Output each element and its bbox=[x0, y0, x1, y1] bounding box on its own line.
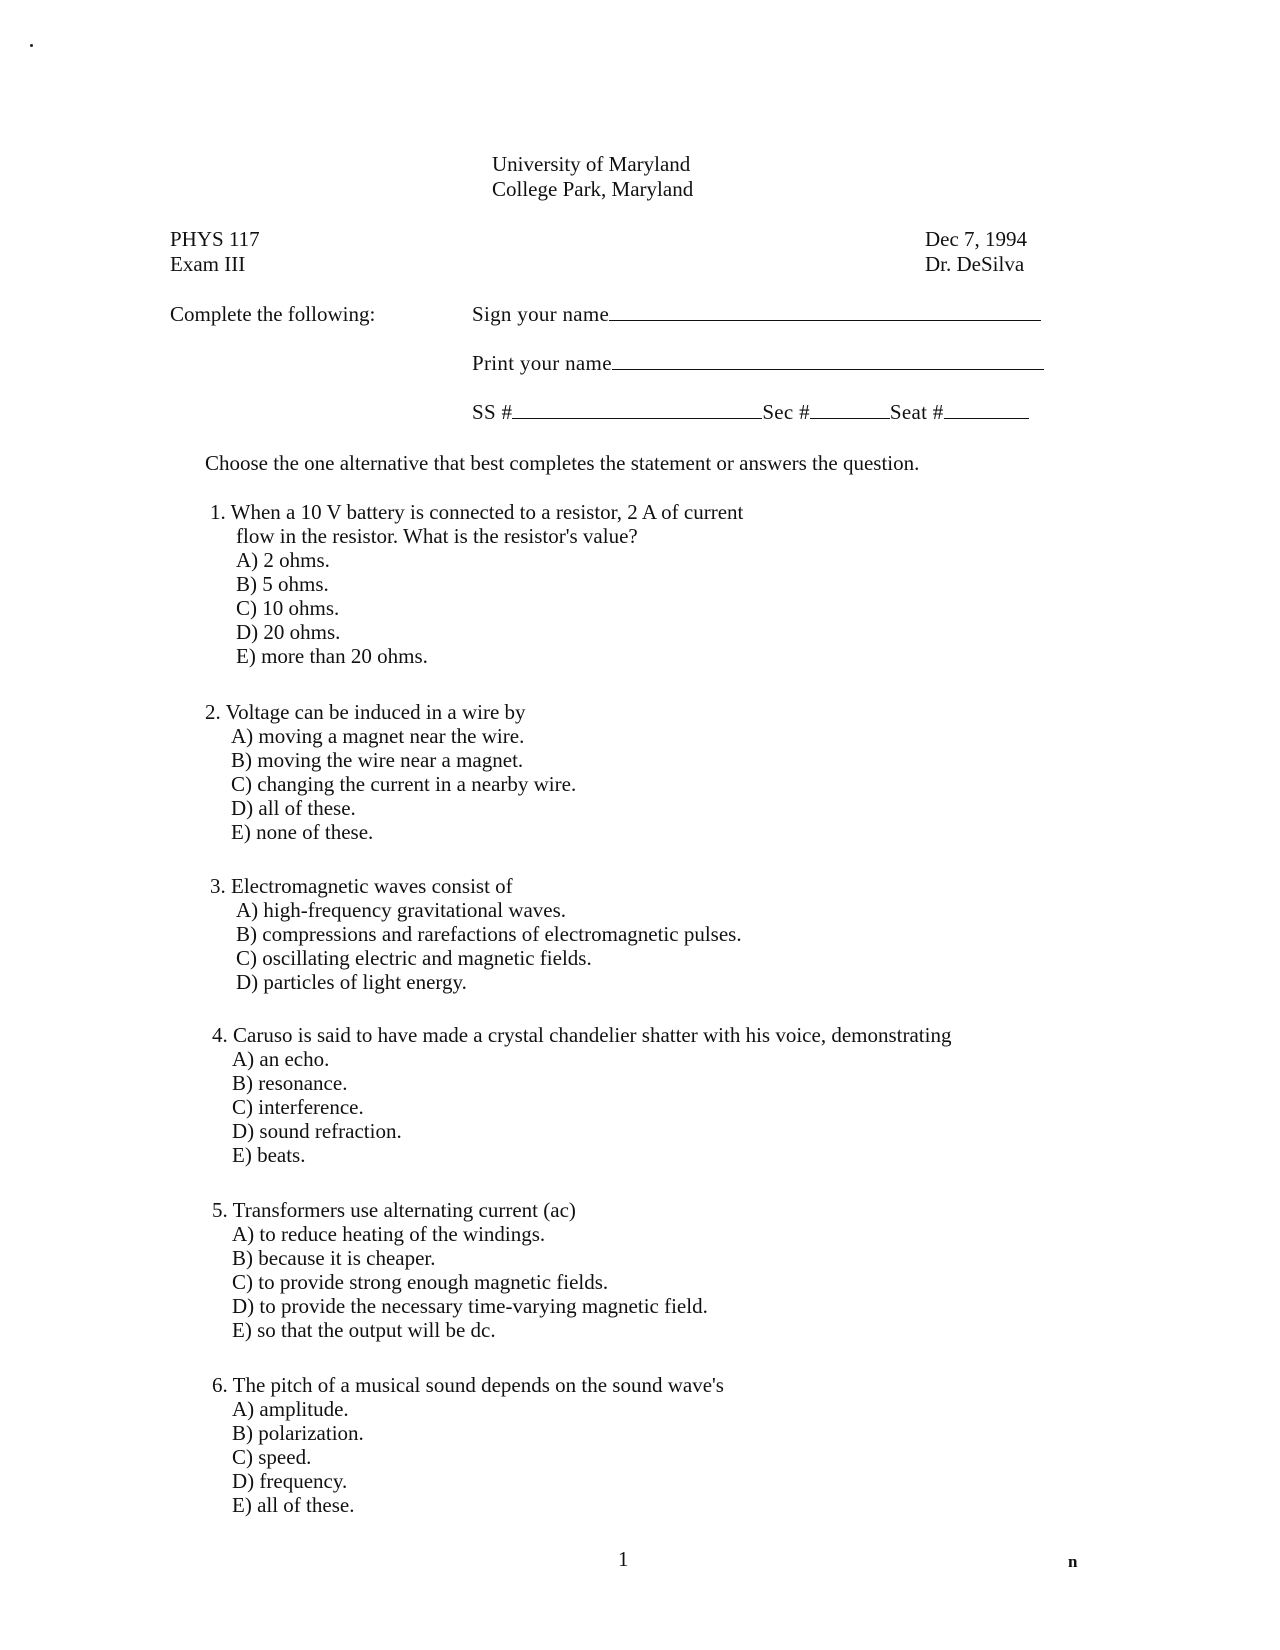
option-a[interactable]: A) amplitude. bbox=[232, 1397, 349, 1421]
option-e[interactable]: E) none of these. bbox=[231, 820, 374, 844]
question-text: The pitch of a musical sound depends on the sound wave's bbox=[232, 1373, 724, 1397]
option-b[interactable]: B) compressions and rarefactions of electromagnetic pulses. bbox=[236, 922, 742, 946]
question-text: Voltage can be induced in a wire by bbox=[225, 700, 526, 724]
page-number: 1 bbox=[618, 1547, 629, 1571]
question-number: 2. bbox=[205, 700, 221, 724]
question-text: Electromagnetic waves consist of bbox=[231, 874, 513, 898]
question-text-continued: flow in the resistor. What is the resistor's value? bbox=[236, 524, 638, 548]
question-stem bbox=[212, 1373, 724, 1397]
option-b[interactable]: B) resonance. bbox=[232, 1071, 348, 1095]
sign-name-field[interactable] bbox=[609, 302, 1041, 321]
question-number: 5. bbox=[212, 1198, 228, 1222]
sec-label: Sec # bbox=[762, 400, 810, 424]
option-a[interactable]: A) high-frequency gravitational waves. bbox=[236, 898, 567, 922]
question-stem bbox=[205, 700, 576, 724]
print-name-field[interactable] bbox=[612, 351, 1044, 370]
university-name: University of Maryland bbox=[492, 152, 691, 176]
option-e[interactable]: E) more than 20 ohms. bbox=[236, 644, 428, 668]
option-e[interactable]: E) beats. bbox=[232, 1143, 306, 1167]
question-stem bbox=[212, 1023, 951, 1047]
question-number: 6. bbox=[212, 1373, 228, 1397]
question-3 bbox=[210, 874, 742, 994]
instructions: Choose the one alternative that best completes the statement or answers the question. bbox=[205, 451, 920, 475]
question-5 bbox=[212, 1198, 708, 1342]
option-b[interactable]: B) polarization. bbox=[232, 1421, 364, 1445]
instructor-name: Dr. DeSilva bbox=[925, 252, 1025, 276]
option-a[interactable]: A) to reduce heating of the windings. bbox=[232, 1222, 546, 1246]
university-location: College Park, Maryland bbox=[492, 177, 694, 201]
option-d[interactable]: D) frequency. bbox=[232, 1469, 348, 1493]
course-code: PHYS 117 bbox=[170, 227, 260, 251]
question-text: When a 10 V battery is connected to a resistor, 2 A of current bbox=[230, 500, 744, 524]
seat-label: Seat # bbox=[889, 400, 944, 424]
question-1 bbox=[210, 500, 743, 668]
option-d[interactable]: D) sound refraction. bbox=[232, 1119, 402, 1143]
id-fields-row bbox=[472, 400, 1029, 424]
option-a[interactable]: A) an echo. bbox=[232, 1047, 330, 1071]
option-d[interactable]: D) all of these. bbox=[231, 796, 356, 820]
form-prompt: Complete the following: bbox=[170, 302, 376, 326]
print-name-row bbox=[472, 351, 1044, 375]
sign-name-row bbox=[472, 302, 1041, 326]
ss-label: SS # bbox=[472, 400, 513, 424]
option-d[interactable]: D) to provide the necessary time-varying magnetic field. bbox=[232, 1294, 708, 1318]
question-stem bbox=[210, 874, 742, 898]
option-a[interactable]: A) moving a magnet near the wire. bbox=[231, 724, 525, 748]
question-number: 4. bbox=[212, 1023, 228, 1047]
question-2 bbox=[205, 700, 576, 844]
option-c[interactable]: C) oscillating electric and magnetic fields. bbox=[236, 946, 592, 970]
option-a[interactable]: A) 2 ohms. bbox=[236, 548, 330, 572]
sec-field[interactable] bbox=[810, 400, 890, 419]
question-6 bbox=[212, 1373, 724, 1517]
question-stem bbox=[212, 1198, 708, 1222]
question-4 bbox=[212, 1023, 951, 1167]
option-c[interactable]: C) interference. bbox=[232, 1095, 364, 1119]
exam-date: Dec 7, 1994 bbox=[925, 227, 1028, 251]
option-c[interactable]: C) to provide strong enough magnetic fields. bbox=[232, 1270, 609, 1294]
question-number: 3. bbox=[210, 874, 226, 898]
question-number: 1. bbox=[210, 500, 226, 524]
question-stem bbox=[210, 500, 743, 524]
question-text: Transformers use alternating current (ac) bbox=[232, 1198, 576, 1222]
seat-field[interactable] bbox=[944, 400, 1029, 419]
option-b[interactable]: B) moving the wire near a magnet. bbox=[231, 748, 524, 772]
exam-title: Exam III bbox=[170, 252, 246, 276]
print-name-label: Print your name bbox=[472, 351, 612, 375]
option-b[interactable]: B) because it is cheaper. bbox=[232, 1246, 436, 1270]
sign-name-label: Sign your name bbox=[472, 302, 610, 326]
option-c[interactable]: C) 10 ohms. bbox=[236, 596, 340, 620]
option-b[interactable]: B) 5 ohms. bbox=[236, 572, 329, 596]
corner-mark: n bbox=[1068, 1552, 1078, 1571]
option-c[interactable]: C) changing the current in a nearby wire. bbox=[231, 772, 577, 796]
question-text: Caruso is said to have made a crystal chandelier shatter with his voice, demonstrating bbox=[233, 1023, 952, 1047]
stray-mark bbox=[30, 44, 33, 47]
ss-field[interactable] bbox=[512, 400, 762, 419]
option-d[interactable]: D) 20 ohms. bbox=[236, 620, 341, 644]
option-e[interactable]: E) so that the output will be dc. bbox=[232, 1318, 496, 1342]
option-e[interactable]: E) all of these. bbox=[232, 1493, 355, 1517]
option-d[interactable]: D) particles of light energy. bbox=[236, 970, 467, 994]
option-c[interactable]: C) speed. bbox=[232, 1445, 312, 1469]
